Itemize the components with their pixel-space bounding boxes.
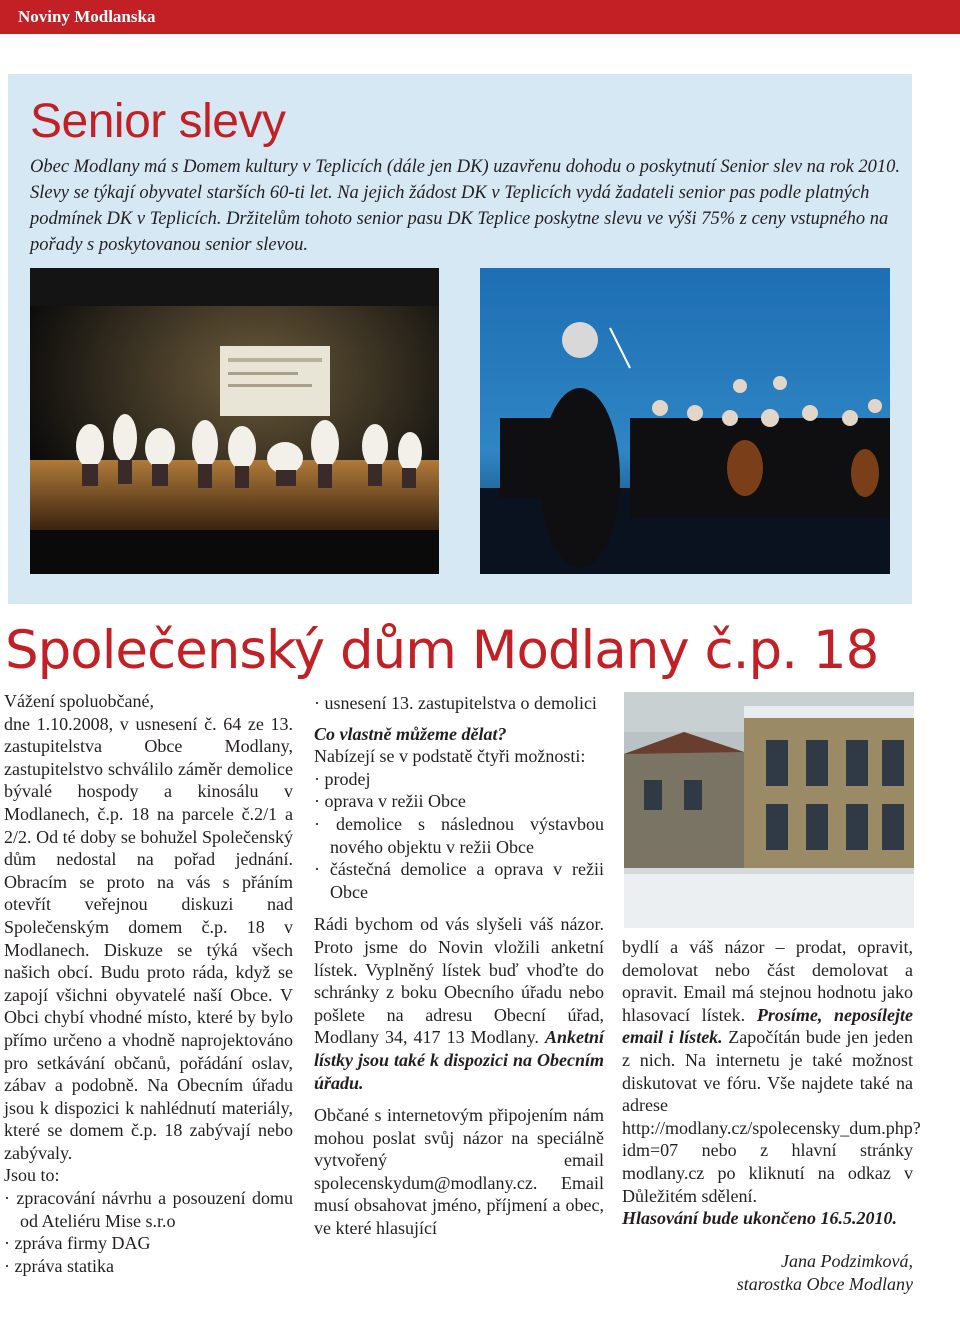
dance-performance-photo [30, 268, 439, 574]
options-intro: Nabízejí se v podstatě čtyři možnosti: [314, 746, 586, 767]
vote-bold-note: Prosíme, neposílejte email i lístek. [622, 1004, 914, 1048]
vote-text-a: bydlí a váš názor – prodat, opravit, demolovat nebo část demolovat a opravit. Email má stejnou hodnotu jako hlasovací lístek. [622, 937, 913, 1025]
article-title: Společenský dům Modlany č.p. 18 [5, 620, 879, 681]
opinion-text: Rádi bychom od vás slyšeli váš názor. Proto jsme do Novin vložili anketní lístek. Vyplněný lístek buď vhoďte do schránky z boku Obecního úřadu nebo pošlete na adresu Obecní úřad, Modlany 34, 417 13 Modlany. [314, 914, 604, 1048]
document-item: · zpracování návrhu a posouzení domu od Ateliéru Mise s.r.o [4, 1188, 293, 1231]
signature-role: starostka Obce Modlany [736, 1273, 913, 1294]
document-item: · zpráva statika [4, 1255, 114, 1276]
option-item: · prodej [314, 768, 371, 789]
documents-label: Jsou to: [4, 1165, 60, 1186]
article-column-3 [622, 936, 921, 1230]
greeting: Vážení spoluobčané, [4, 691, 154, 711]
option-item: · demolice s následnou výstavbou nového objektu v režii Obce [314, 813, 604, 857]
document-item: · zpráva firmy DAG [4, 1233, 151, 1254]
newspaper-title: Noviny Modlanska [18, 7, 156, 26]
social-house-building-photo [624, 692, 914, 928]
option-item: · částečná demolice a oprava v režii Obce [314, 859, 604, 902]
question-heading: Co vlastně můžeme dělat? [314, 723, 507, 744]
opinion-bold-note: Anketní lístky jsou také k dispozici na Obecním úřadu. [314, 1027, 604, 1093]
signature [622, 1250, 913, 1295]
voting-deadline: Hlasování bude ukončeno 16.5.2010. [622, 1208, 898, 1229]
article-column-2 [314, 692, 604, 1240]
paragraph-opinion [314, 913, 604, 1094]
article-column-1 [4, 690, 293, 1277]
paragraph-intro: dne 1.10.2008, v usnesení č. 64 ze 13. zastupitelstva Obce Modlany, zastupitelstvo schválilo záměr demolice bývalé hospody a kinosálu v Modlanech, č.p. 18 na parcele č.2/1 a 2/2. Od té doby se bohužel Společenský dům nedostal na pořad jednání. Obracím se proto na vás s přáním otevřít veřejnou diskuzi nad Společenským domem č.p. 18 v Modlanech. Diskuze se týká všech našich obcí. Budu proto ráda, když se zapojí všichni obyvatelé naší Obce. V Obci chybí vhodné místo, které by bylo přímo určeno a vhodně naprojektováno pro setkávání občanů, pořádání oslav, zábav a podobně. Na Obecním úřadu jsou k dispozici k nahlédnutí materiály, které se domem č.p. 18 zabývají nebo zabývaly. [4, 713, 293, 1163]
senior-discount-text: Obec Modlany má s Domem kultury v Teplicích (dále jen DK) uzavřenu dohodu o poskytnutí Senior slev na rok 2010. Slevy se týkají obyvatel starších 60-ti let. Na jejich žádost DK v Teplicích vydá žadateli senior pas podle platných podmínek DK v Teplicích. Držitelům tohoto senior pasu DK Teplice poskytne slevu ve výši 75% z ceny vstupného na pořady s poskytovanou senior slevou. [30, 157, 901, 255]
vote-text-b: Započítán bude jen jeden z nich. Na internetu je také možnost diskutovat ve fóru. Vše najdete také na adrese http://modlany.cz/spolecensky_dum.php?idm=07 nebo z hlavní stránky modlany.cz po kliknutí na odkaz v Důležitém sdělení. [622, 1027, 921, 1206]
option-item: · oprava v režii Obce [314, 791, 466, 812]
orchestra-concert-photo [480, 268, 890, 574]
document-item: · usnesení 13. zastupitelstva o demolici [314, 693, 597, 713]
paragraph-vote [622, 936, 921, 1207]
paragraph-internet: Občané s internetovým připojením nám mohou poslat svůj názor na speciálně vytvořený email spolecenskydum@modlany.cz. Email musí obsahovat jméno, příjmení a obec, ve které hlasující [314, 1105, 604, 1239]
senior-discount-title: Senior slevy [30, 95, 286, 148]
signature-name: Jana Podzimková, [781, 1251, 913, 1271]
